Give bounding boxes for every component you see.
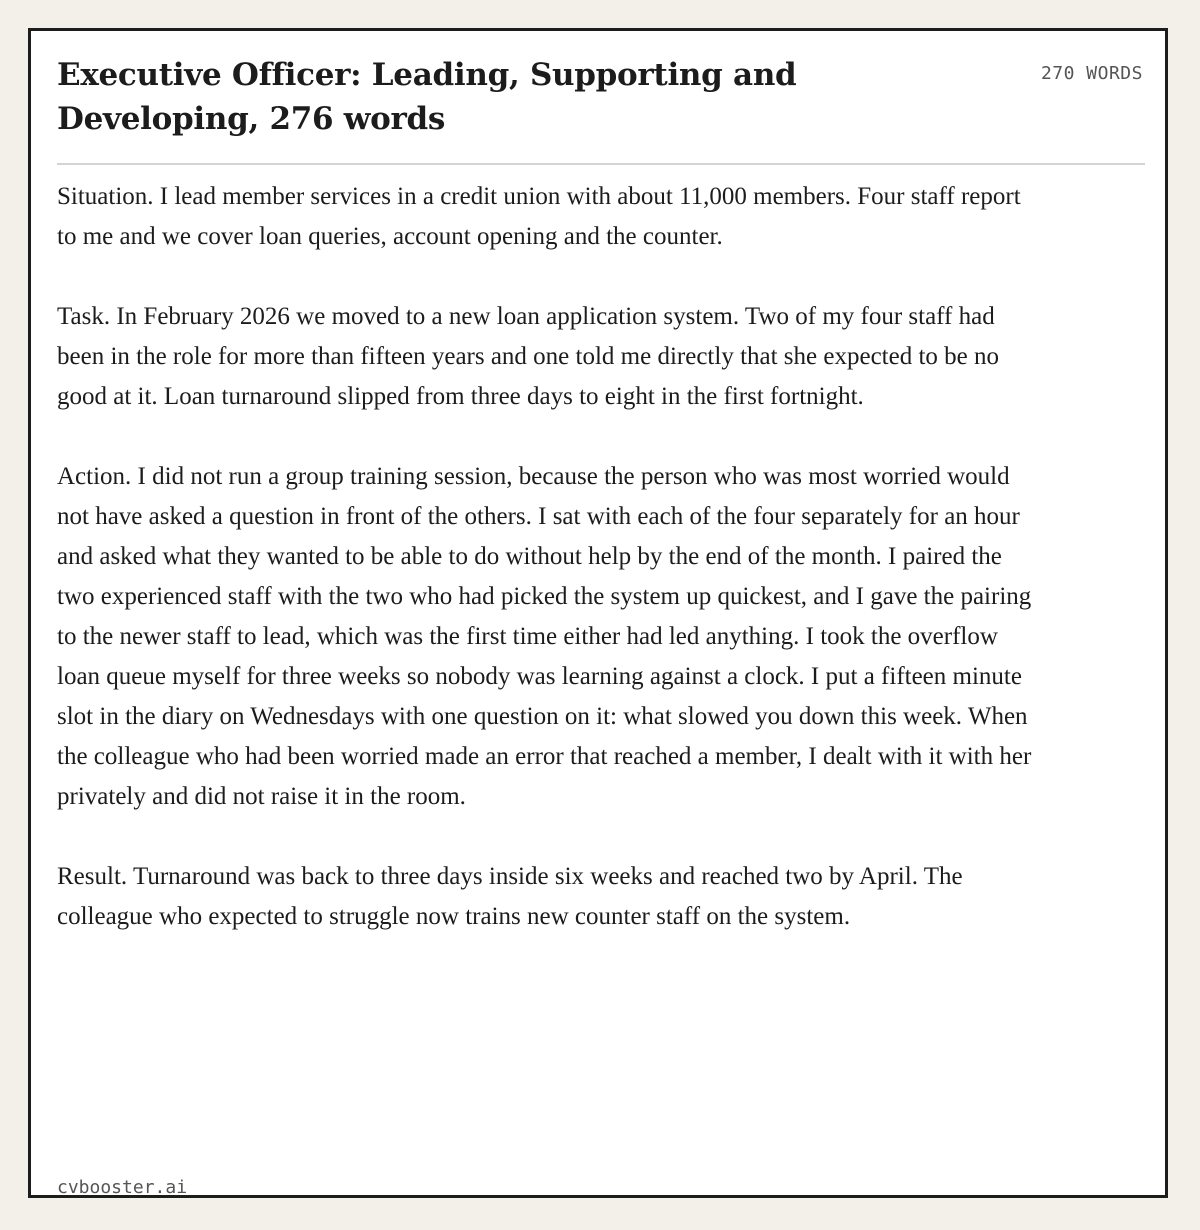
- paragraph-result: Result. Turnaround was back to three days inside six weeks and reached two by April. The colleague who expected to struggle now trains new counter staff on the system.: [57, 863, 963, 930]
- paragraph-action: Action. I did not run a group training session, because the person who was most worried would not have asked a question in front of the others. I sat with each of the four separately for an hour and asked what they wanted to be able to do without help by the end of the month. I paired the two experienced staff with the two who had picked the system up quickest, and I gave the pairing to the newer staff to lead, which was the first time either had led anything. I took the overflow loan queue myself for three weeks so nobody was learning against a clock. I put a fifteen minute slot in the diary on Wednesdays with one question on it: what slowed you down this week. When the colleague who had been worried made an error that reached a member, I dealt with it with her privately and did not raise it in the room.: [57, 463, 1032, 810]
- document-header: [57, 53, 1145, 165]
- paragraph-task: Task. In February 2026 we moved to a new loan application system. Two of my four staff had been in the role for more than fifteen years and one told me directly that she expected to be no good at it. Loan turnaround slipped from three days to eight in the first fortnight.: [57, 303, 1000, 410]
- footer-brand: cvbooster.ai: [57, 1177, 188, 1198]
- document-title: Executive Officer: Leading, Supporting and Developing, 276 words: [57, 57, 797, 137]
- document-card: [28, 28, 1168, 1198]
- document-body: [57, 177, 1037, 937]
- paragraph-situation: Situation. I lead member services in a credit union with about 11,000 members. Four staff report to me and we cover loan queries, account opening and the counter.: [57, 183, 1021, 250]
- word-count-label: 270 WORDS: [1040, 63, 1143, 84]
